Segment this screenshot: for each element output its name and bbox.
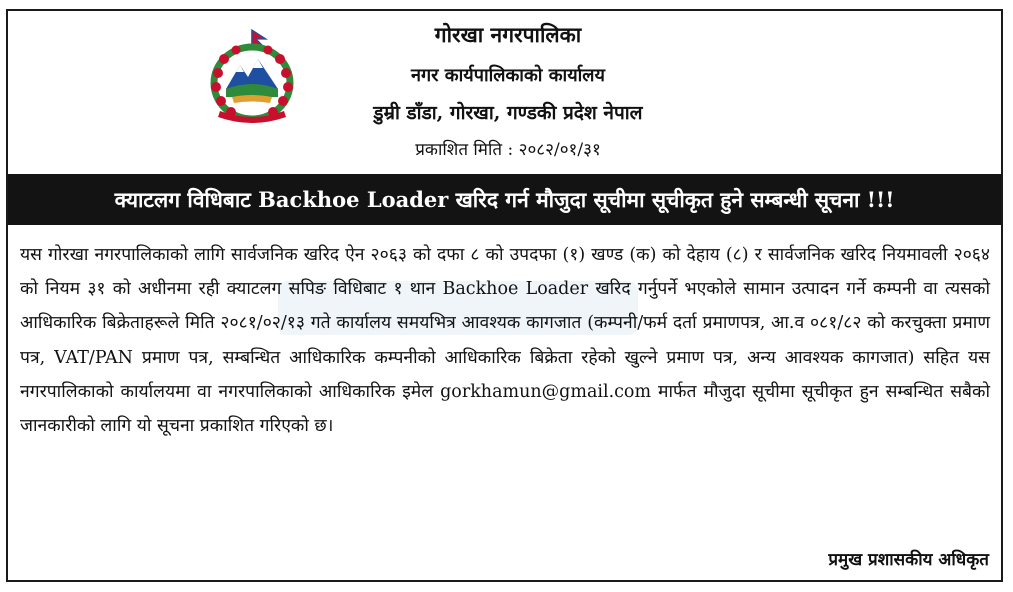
notice-title: क्याटलग विधिबाट Backhoe Loader खरिद गर्न मौजुदा सूचीमा सूचीकृत हुने सम्बन्धी सूचना !!! [114, 186, 895, 212]
notice-frame [6, 9, 1003, 582]
office-name: नगर कार्यपालिकाको कार्यालय [411, 65, 605, 86]
notice-body: यस गोरखा नगरपालिकाको लागि सार्वजनिक खरिद ऐन २०६३ को दफा ८ को उपदफा (१) खण्ड (क) को देहाय (८) र सार्वजनिक खरिद नियमावली २०६४ को नियम ३१ को अधीनमा रही क्याटलग सपिङ विधिबाट १ थान Backhoe Loader खरिद गर्नुपर्ने भएकोले सामान उत्पादन गर्ने कम्पनी वा त्यसको आधिकारिक बिक्रेताहरूले मिति २०८१/०२/१३ गते कार्यालय समयभित्र आवश्यक कागजात (कम्पनी/फर्म दर्ता प्रमाणपत्र, आ.व ०८१/८२ को करचुक्ता प्रमाण पत्र, VAT/PAN प्रमाण पत्र, सम्बन्धित आधिकारिक कम्पनीको आधिकारिक बिक्रेता रहेको खुल्ने प्रमाण पत्र, अन्य आवश्यक कागजात) सहित यस नगरपालिकाको कार्यालयमा वा नगरपालिकाको आधिकारिक इमेल gorkhamun@gmail.com मार्फत मौजुदा सूचीमा सूचीकृत हुन सम्बन्धित सबैको जानकारीको लागि यो सूचना प्रकाशित गरिएको छ। [20, 245, 990, 437]
signatory: प्रमुख प्रशासकीय अधिकृत [828, 550, 989, 570]
office-address: डुम्री डाँडा, गोरखा, गण्डकी प्रदेश नेपाल [373, 102, 643, 124]
notice-title-banner [8, 174, 1001, 225]
org-name: गोरखा नगरपालिका [434, 22, 582, 47]
nepal-emblem-icon [206, 27, 298, 125]
notice-header [8, 11, 1001, 177]
published-date: प्रकाशित मिति : २०८२/०१/३१ [415, 140, 601, 160]
